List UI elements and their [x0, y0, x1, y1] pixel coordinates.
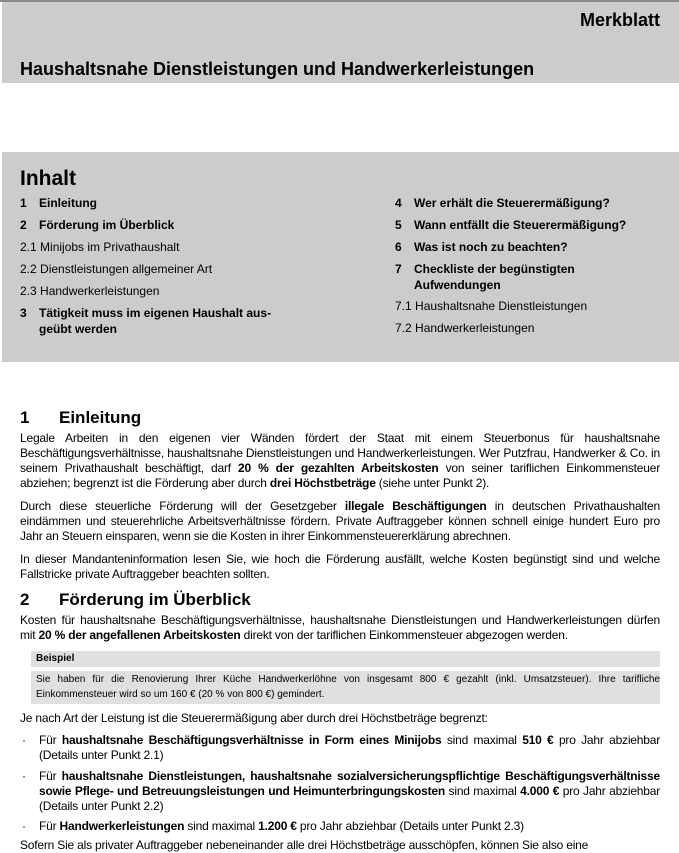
toc-text: Förderung im Überblick [39, 218, 175, 232]
example-text: Sie haben für die Renovierung Ihrer Küche Handwerkerlöhne von insgesamt 800 € gezahlt (inkl. Umsatzsteuer). Ihre tarifliche Einkommensteuer wird so um 160 € (20 % von 800 €) gemindert. [31, 671, 660, 704]
toc-number: 2.3 [20, 284, 37, 298]
bullet-icon: · [22, 819, 26, 833]
table-of-contents [2, 152, 679, 362]
section-2-heading [20, 590, 251, 610]
section-1-paragraph-3: In dieser Mandanteninformation lesen Sie, wie hoch die Förderung ausfällt, welche Kosten begünstigt sind und welche Fallstricke private Auftraggeber beachten sollten. [20, 552, 660, 581]
toc-item-2-1[interactable] [20, 239, 179, 255]
toc-number: 4 [395, 196, 402, 210]
toc-item-4[interactable] [395, 195, 610, 211]
toc-text: Checkliste der begünstigten Aufwendungen [414, 262, 575, 292]
toc-item-1[interactable] [20, 195, 97, 211]
toc-number: 2 [20, 218, 27, 232]
toc-text: Tätigkeit muss im eigenen Haushalt aus-geübt werden [39, 306, 272, 336]
section-1-paragraph-2: Durch diese steuerliche Förderung will der Gesetzgeber illegale Beschäftigungen in deutschen Privathaushalten eindämmen und steuerehrliche Arbeitsverhältnisse fördern. Private Auftraggeber können schnell einige hundert Euro pro Jahr an Steuern einsparen, wenn sie die Kosten in ihrer Einkommensteuererklärung abrechnen. [20, 499, 660, 543]
toc-item-5[interactable] [395, 217, 626, 233]
toc-number: 7 [395, 262, 402, 276]
toc-heading: Inhalt [20, 167, 76, 190]
toc-text: Wer erhält die Steuerermäßigung? [414, 196, 610, 210]
toc-text: Haushaltsnahe Dienstleistungen [415, 299, 588, 313]
document-title: Haushaltsnahe Dienstleistungen und Handwerkerleistungen [20, 59, 535, 79]
toc-number: 2.2 [20, 262, 37, 276]
bullet-item-handwerker: Für Handwerkerleistungen sind maximal 1.200 € pro Jahr abziehbar (Details unter Punkt 2.3) [39, 819, 524, 833]
section-number: 2 [20, 590, 30, 609]
toc-item-2-3[interactable] [20, 283, 159, 299]
toc-text: Handwerkerleistungen [415, 321, 535, 335]
toc-text: Handwerkerleistungen [40, 284, 160, 298]
toc-number: 5 [395, 218, 402, 232]
document-header [2, 2, 679, 83]
section-2-paragraph-2: Je nach Art der Leistung ist die Steuerermäßigung aber durch drei Höchstbeträge begrenzt: [20, 711, 488, 725]
toc-item-2[interactable] [20, 217, 174, 233]
bullet-item-minijobs: Für haushaltsnahe Beschäftigungsverhältnisse in Form eines Minijobs sind maximal 510 € pro Jahr abziehbar (Details unter Punkt 2.1) [39, 733, 660, 762]
section-1-heading [20, 408, 141, 428]
bullet-item-dienstleistungen: Für haushaltsnahe Dienstleistungen, haushaltsnahe sozialversicherungspflichtige Beschäftigungsverhältnisse sowie Pflege- und Betreuungsleistungen und Heimunterbringungskosten sind maximal 4.000 € pro Jahr abziehbar (Details unter Punkt 2.2) [39, 769, 661, 813]
toc-item-7[interactable] [395, 261, 594, 293]
toc-item-6[interactable] [395, 239, 568, 255]
toc-text: Einleitung [39, 196, 97, 210]
toc-item-2-2[interactable] [20, 261, 212, 277]
section-title: Förderung im Überblick [59, 590, 251, 609]
document-label: Merkblatt [579, 10, 660, 30]
section-title: Einleitung [59, 408, 142, 427]
toc-item-3[interactable] [20, 305, 279, 337]
section-2-paragraph-1: Kosten für haushaltsnahe Beschäftigungsverhältnisse, haushaltsnahe Dienstleistungen und Handwerkerleistungen dürfen mit 20 % der angefallenen Arbeitskosten direkt von der tariflichen Einkommensteuer abgezogen werden. [20, 613, 660, 642]
toc-number: 1 [20, 196, 27, 210]
toc-item-7-2[interactable] [395, 320, 534, 336]
toc-text: Wann entfällt die Steuerermäßigung? [414, 218, 627, 232]
toc-text: Dienstleistungen allgemeiner Art [40, 262, 213, 276]
toc-text: Minijobs im Privathaushalt [40, 240, 180, 254]
section-number: 1 [20, 408, 30, 427]
toc-text: Was ist noch zu beachten? [414, 240, 568, 254]
toc-number: 2.1 [20, 240, 37, 254]
bullet-icon: · [22, 733, 26, 747]
toc-number: 7.2 [395, 321, 412, 335]
toc-item-7-1[interactable] [395, 298, 587, 314]
section-2-paragraph-3: Sofern Sie als privater Auftraggeber nebeneinander alle drei Höchstbeträge ausschöpfen, können Sie also eine [20, 838, 589, 852]
toc-number: 7.1 [395, 299, 412, 313]
section-1-paragraph-1: Legale Arbeiten in den eigenen vier Wänden fördert der Staat mit einem Steuerbonus für haushaltsnahe Beschäftigungsverhältnisse, haushaltsnahe Dienstleistungen und Handwerkerleistungen. Wer Putzfrau, Handwerker & Co. in seinem Privathaushalt beschäftigt, darf 20 % der gezahlten Arbeitskosten von seiner tariflichen Einkommensteuer abziehen; begrenzt ist die Förderung aber durch drei Höchstbeträge (siehe unter Punkt 2). [20, 431, 660, 490]
bullet-icon: · [22, 769, 26, 783]
toc-number: 3 [20, 306, 27, 320]
toc-number: 6 [395, 240, 402, 254]
example-label: Beispiel [31, 651, 660, 667]
